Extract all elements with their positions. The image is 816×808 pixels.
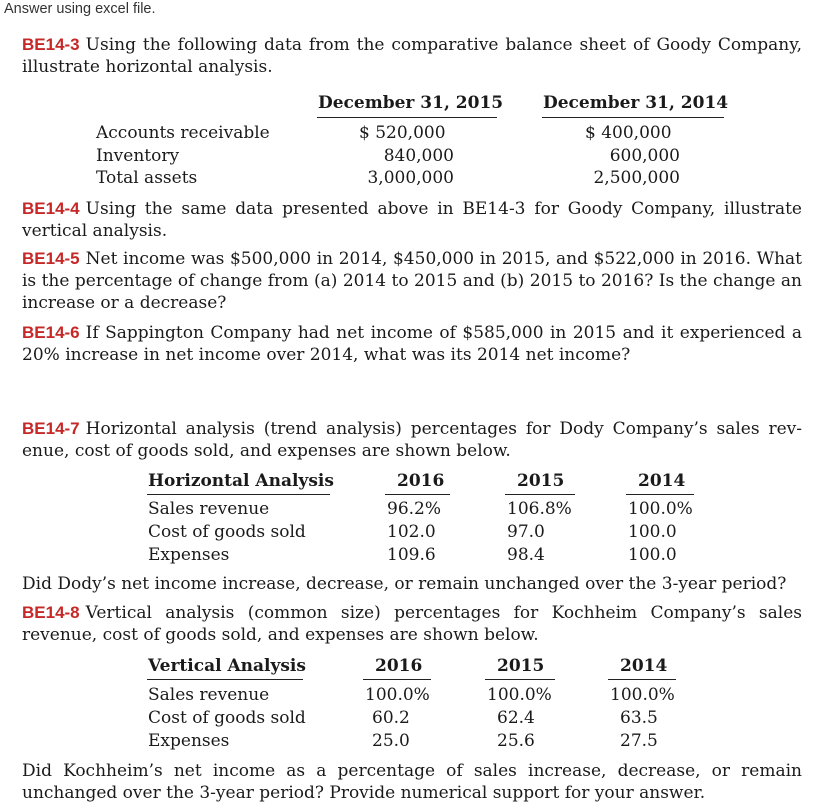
instruction-text: Answer using excel file.	[4, 1, 156, 17]
be14-5-paragraph	[22, 248, 802, 314]
be14-3-col2-header: December 31, 2014	[543, 93, 729, 113]
be14-8-value: 25.0	[372, 731, 410, 751]
be14-7-value: 100.0	[628, 522, 677, 542]
be14-4-text: Using the same data presented above in BE14-3 for Goody Company, illustrate vertical analysis.	[22, 199, 802, 241]
be14-6-code: BE14-6	[22, 323, 80, 342]
be14-8-value: 25.6	[497, 731, 535, 751]
be14-8-year-rule	[363, 679, 431, 680]
be14-3-col1-rule	[317, 117, 497, 118]
be14-3-value: 3,000,000	[367, 168, 454, 188]
be14-7-year-header: 2014	[638, 471, 686, 491]
be14-3-col2-rule	[542, 117, 724, 118]
be14-8-value: 100.0%	[365, 685, 430, 705]
be14-8-value: 60.2	[372, 708, 410, 728]
be14-8-table-title: Vertical Analysis	[148, 656, 306, 676]
be14-8-paragraph	[22, 602, 802, 646]
be14-7-table-title: Horizontal Analysis	[148, 471, 334, 491]
be14-8-code: BE14-8	[22, 603, 80, 622]
be14-8-value: 62.4	[497, 708, 535, 728]
be14-7-paragraph	[22, 418, 802, 462]
be14-5-text: Net income was $500,000 in 2014, $450,000 in 2015, and $522,000 in 2016. What is the percentage of change from (a) 2014 to 2015 and (b) 2015 to 2016? Is the change an increase or a decrease?	[22, 249, 802, 313]
be14-6-paragraph	[22, 322, 802, 366]
be14-3-paragraph	[22, 34, 802, 78]
be14-8-row-label: Cost of goods sold	[148, 708, 306, 728]
be14-7-row-label: Cost of goods sold	[148, 522, 306, 542]
be14-7-value: 96.2%	[387, 499, 442, 519]
be14-4-code: BE14-4	[22, 199, 80, 218]
be14-8-value: 100.0%	[487, 685, 552, 705]
be14-8-row-label: Sales revenue	[148, 685, 270, 705]
be14-7-value: 106.8%	[507, 499, 572, 519]
be14-7-value: 102.0	[387, 522, 436, 542]
be14-7-year-header: 2015	[517, 471, 565, 491]
be14-7-row-label: Expenses	[148, 545, 230, 565]
be14-5-code: BE14-5	[22, 249, 80, 268]
be14-7-value: 97.0	[507, 522, 545, 542]
be14-7-code: BE14-7	[22, 419, 80, 438]
be14-8-text: Vertical analysis (common size) percentages for Kochheim Company’s sales revenue, cost of goods sold, and expenses are shown below.	[22, 603, 802, 645]
be14-8-value: 100.0%	[610, 685, 675, 705]
be14-7-row-label: Sales revenue	[148, 499, 270, 519]
be14-3-value: 840,000	[383, 146, 454, 166]
be14-7-question: Did Dody’s net income increase, decrease, or remain unchanged over the 3-year period?	[22, 574, 787, 594]
be14-7-year-rule	[505, 494, 575, 495]
be14-7-value: 109.6	[387, 545, 436, 565]
be14-3-row-label: Accounts receivable	[96, 123, 270, 143]
be14-7-text: Horizontal analysis (trend analysis) percentages for Dody Company’s sales rev-enue, cost of goods sold, and expenses are shown below.	[22, 419, 802, 461]
be14-3-col1-header: December 31, 2015	[318, 93, 504, 113]
be14-8-title-rule	[147, 679, 303, 680]
be14-7-value: 100.0%	[628, 499, 693, 519]
be14-7-value: 98.4	[507, 545, 545, 565]
be14-4-paragraph	[22, 198, 802, 242]
be14-8-row-label: Expenses	[148, 731, 230, 751]
be14-3-value: 2,500,000	[593, 168, 680, 188]
be14-3-text: Using the following data from the comparative balance sheet of Goody Company, illustrate horizontal analysis.	[22, 35, 802, 77]
be14-8-year-header: 2016	[375, 656, 423, 676]
be14-7-year-rule	[385, 494, 450, 495]
be14-8-year-rule	[485, 679, 555, 680]
be14-7-title-rule	[147, 494, 330, 495]
be14-3-row-label: Total assets	[96, 168, 198, 188]
be14-3-row-label: Inventory	[96, 146, 180, 166]
be14-7-value: 100.0	[628, 545, 677, 565]
be14-3-value: 600,000	[609, 146, 680, 166]
be14-3-code: BE14-3	[22, 35, 80, 54]
be14-7-year-header: 2016	[397, 471, 445, 491]
be14-6-text: If Sappington Company had net income of $585,000 in 2015 and it experienced a 20% increase in net income over 2014, what was its 2014 net income?	[22, 323, 802, 365]
be14-8-year-rule	[608, 679, 676, 680]
be14-3-value: $ 520,000	[359, 123, 446, 143]
be14-8-year-header: 2015	[497, 656, 545, 676]
be14-8-value: 63.5	[620, 708, 658, 728]
be14-7-year-rule	[626, 494, 694, 495]
be14-3-value: $ 400,000	[585, 123, 672, 143]
be14-8-question: Did Kochheim’s net income as a percentage of sales increase, decrease, or remain unchanged over the 3-year period? Provide numerical support for your answer.	[22, 761, 802, 803]
be14-8-value: 27.5	[620, 731, 658, 751]
be14-8-year-header: 2014	[620, 656, 668, 676]
